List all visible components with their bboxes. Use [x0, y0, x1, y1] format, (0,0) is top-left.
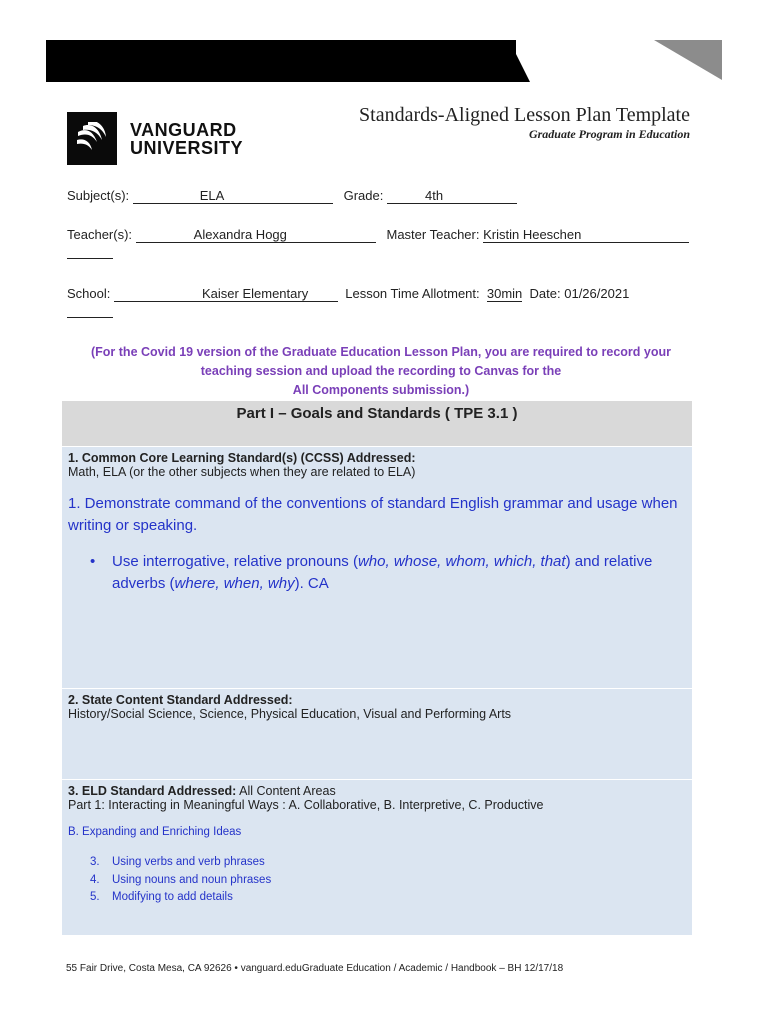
ccss-section [62, 446, 692, 688]
time-allotment-label: Lesson Time Allotment: [345, 286, 480, 301]
eld-heading: 3. ELD Standard Addressed: [68, 784, 237, 798]
eld-item-number: 3. [90, 856, 100, 868]
template-title: Standards-Aligned Lesson Plan Template [359, 104, 690, 126]
vanguard-logo-icon [67, 112, 117, 165]
teacher-row [67, 227, 689, 243]
eld-item-number: 5. [90, 891, 100, 903]
date-label: Date: [529, 286, 561, 301]
bullet-pronouns: who, whose, whom, which, that [357, 553, 566, 570]
header-black-bar [46, 40, 516, 82]
bullet-text-pre: Use interrogative, relative pronouns ( [112, 553, 358, 570]
teacher-label: Teacher(s): [67, 227, 133, 242]
university-name-line1: VANGUARD [130, 120, 237, 140]
university-name-line2: UNIVERSITY [130, 138, 244, 158]
bullet-text-mid: ) and relative adverbs ( [112, 553, 653, 592]
school-label: School: [67, 286, 111, 301]
eld-items-list [68, 854, 686, 907]
eld-heading-rest: All Content Areas [236, 784, 336, 798]
university-name [130, 121, 243, 157]
grade-label: Grade: [343, 188, 384, 203]
bullet-text-post: ). CA [294, 575, 329, 592]
ccss-subtext: Math, ELA (or the other subjects when they are related to ELA) [68, 465, 416, 479]
master-teacher-field[interactable]: Kristin Heeschen [483, 228, 689, 243]
template-subtitle: Graduate Program in Education [528, 127, 690, 141]
state-standard-section [62, 688, 692, 779]
eld-item [90, 889, 686, 907]
eld-item [90, 854, 686, 872]
state-subtext: History/Social Science, Science, Physical Education, Visual and Performing Arts [68, 707, 512, 721]
school-field[interactable]: Kaiser Elementary [114, 287, 338, 302]
eld-item-text: Modifying to add details [112, 891, 233, 903]
ccss-standard: 1. Demonstrate command of the conventions of standard English grammar and usage when writing or speaking. [68, 495, 678, 534]
subject-field[interactable]: ELA [133, 189, 333, 204]
eld-item-text: Using nouns and noun phrases [112, 873, 272, 886]
eld-subtext: Part 1: Interacting in Meaningful Ways : A. Collaborative, B. Interpretive, C. Productive [68, 798, 544, 812]
part1-title: Part I – Goals and Standards ( TPE 3.1 ) [236, 405, 518, 422]
eld-section-title: B. Expanding and Enriching Ideas [68, 826, 242, 838]
covid-note-line2: teaching session and upload the recording to Canvas for the [200, 364, 562, 378]
teacher-field[interactable]: Alexandra Hogg [136, 228, 376, 243]
state-heading: 2. State Content Standard Addressed: [68, 693, 293, 707]
ccss-bullet-item [112, 551, 686, 595]
eld-item-text: Using verbs and verb phrases [112, 856, 265, 868]
eld-item-number: 4. [90, 873, 100, 886]
page-corner-fold [654, 40, 722, 80]
master-teacher-label: Master Teacher: [386, 227, 480, 242]
school-continuation-line [67, 317, 113, 318]
eld-standard-section [62, 779, 692, 935]
eld-item [90, 872, 686, 890]
bullet-adverbs: where, when, why [174, 575, 295, 592]
subject-label: Subject(s): [67, 188, 130, 203]
school-row [67, 286, 629, 302]
covid-note-line3: All Components submission.) [292, 383, 470, 397]
grade-field[interactable]: 4th [387, 189, 517, 204]
ccss-heading: 1. Common Core Learning Standard(s) (CCSS) Addressed: [68, 451, 416, 465]
ccss-bullet-list [68, 551, 686, 595]
date-field[interactable]: 01/26/2021 [564, 286, 630, 301]
time-allotment-field[interactable]: 30min [486, 286, 523, 301]
subject-grade-row [67, 188, 517, 204]
covid-note [66, 343, 696, 400]
part1-header [62, 401, 692, 446]
teacher-continuation-line [67, 258, 113, 259]
covid-note-line1: (For the Covid 19 version of the Graduate Education Lesson Plan, you are required to record your [91, 345, 671, 359]
page-footer: 55 Fair Drive, Costa Mesa, CA 92626 • vanguard.eduGraduate Education / Academic / Handbook – BH 12/17/18 [66, 963, 564, 974]
